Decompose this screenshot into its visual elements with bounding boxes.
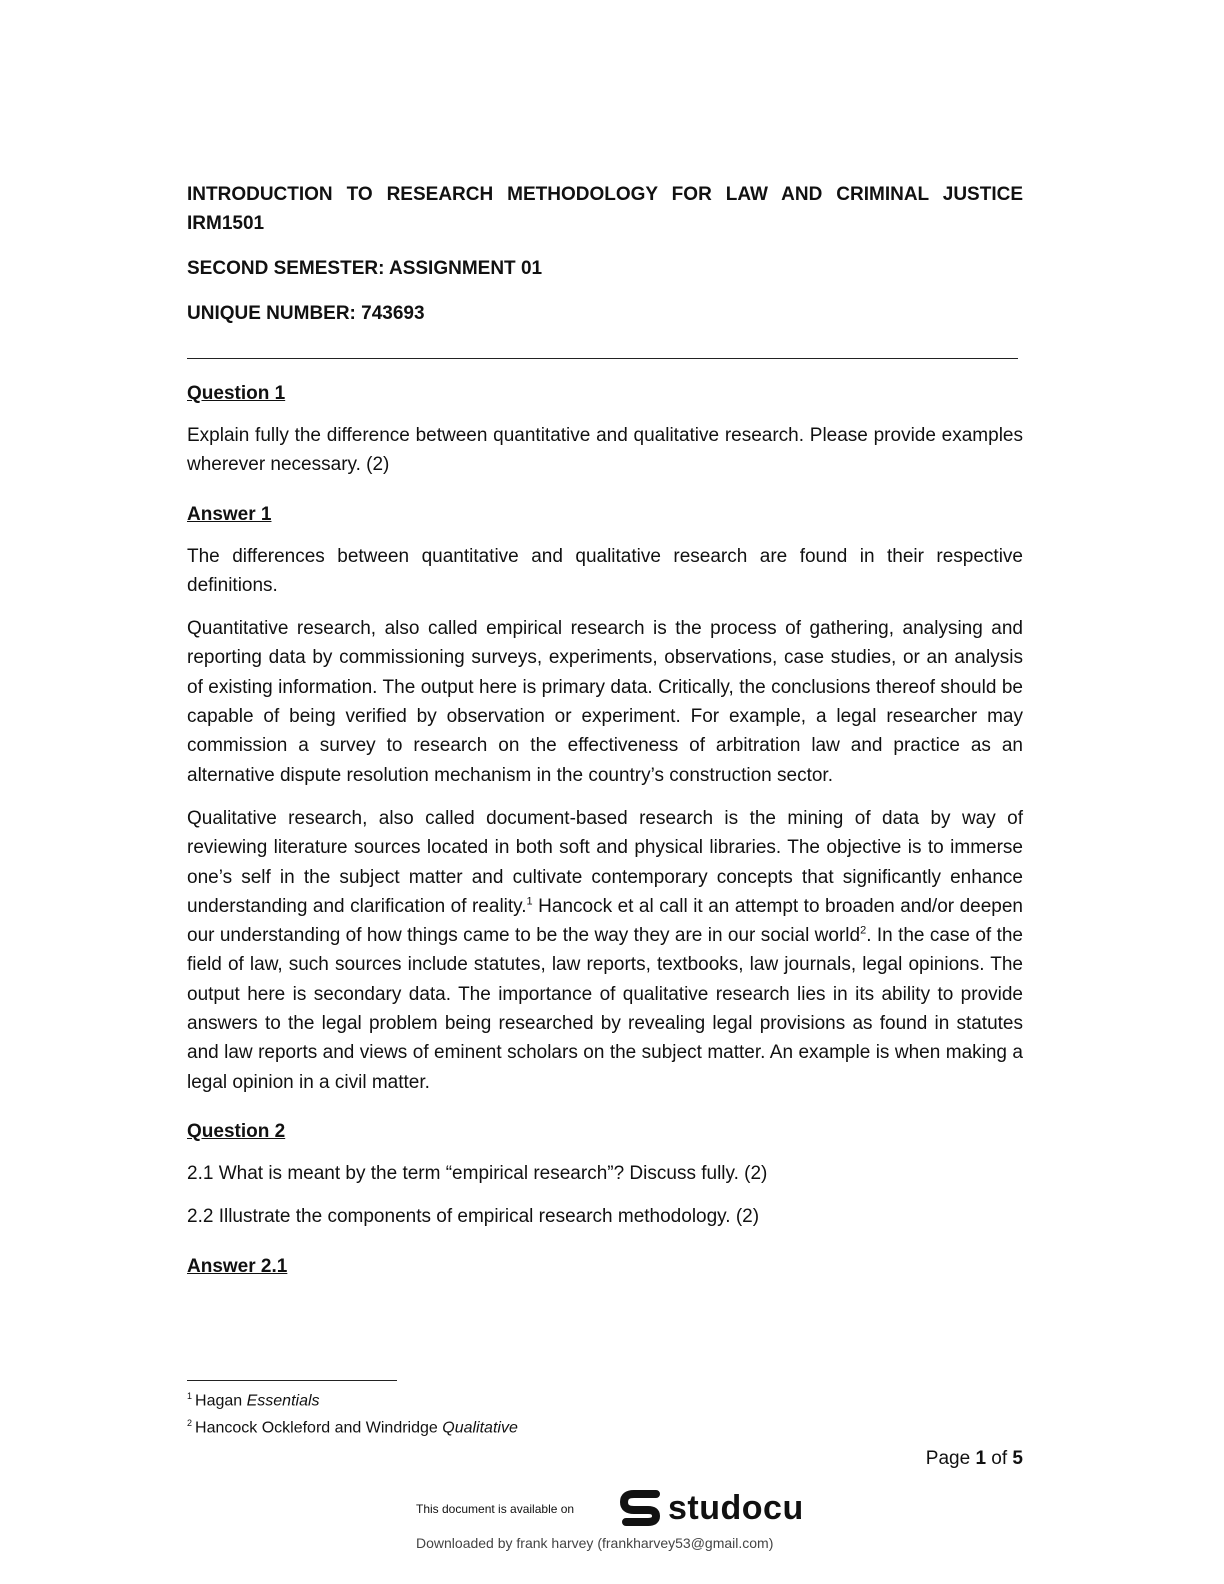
course-code: IRM1501: [187, 213, 265, 234]
paragraph-3-part-c: . In the case of the field of law, such sources include statutes, law reports, textbooks, law journals, legal opinions. The output here is secondary data. The importance of qualitative research lies in its ability to provide answers to the legal problem being researched by revealing legal provisions as found in statutes and law reports and views of eminent scholars on the subject matter. An example is when making a legal opinion in a civil matter.: [187, 925, 1023, 1093]
footnote-2: $^2$ Hancock Ockleford and Windridge Qualitative: [187, 1418, 518, 1437]
question-1-text: Explain fully the difference between quantitative and qualitative research. Please provide examples wherever necessary. (2): [187, 425, 1023, 476]
document-title: [187, 180, 1023, 238]
question-2-1-text: 2.1 What is meant by the term “empirical research”? Discuss fully. (2): [187, 1162, 768, 1184]
footnotes: [187, 1385, 518, 1440]
answer-1-paragraph-1: The differences between quantitative and qualitative research are found in their respective definitions.: [187, 545, 1023, 596]
footnote-1: $^1$ Hagan Essentials: [187, 1391, 320, 1410]
paragraph-3-part-b: Hancock et al call it an attempt to broaden and/or deepen our understanding of how things came to be the way they are in our social world: [187, 895, 1023, 947]
answer-1-heading: Answer 1: [187, 503, 272, 525]
document-body: [187, 180, 1023, 1281]
paragraph-3-part-a: Qualitative research, also called document-based research is the mining of data by way of reviewing literature sources located in both soft and physical libraries. The objective is to immerse one’s self in the subject matter and cultivate contemporary concepts that significantly enhance understanding and clarification of reality.: [187, 807, 1023, 917]
downloaded-by: Downloaded by frank harvey (frankharvey53@gmail.com): [416, 1535, 774, 1551]
studocu-logo[interactable]: [620, 1486, 804, 1530]
semester-heading: SECOND SEMESTER: ASSIGNMENT 01: [187, 258, 543, 279]
answer-2-1-heading: Answer 2.1: [187, 1255, 288, 1277]
studocu-s-icon: [620, 1486, 662, 1530]
answer-1-paragraph-3: [187, 804, 1023, 1097]
page-number: Page 1 of 5: [925, 1448, 1023, 1469]
footnote-ref-2[interactable]: 2: [860, 924, 867, 937]
horizontal-divider: [187, 358, 1018, 359]
footnote-separator: [187, 1380, 397, 1381]
question-2-heading: Question 2: [187, 1120, 286, 1142]
question-1-heading: Question 1: [187, 383, 286, 404]
answer-1-paragraph-2: Quantitative research, also called empirical research is the process of gathering, analysing and reporting data by commissioning surveys, experiments, observations, case studies, or an analysis of existing information. The output here is primary data. Critically, the conclusions thereof should be capable of being verified by observation or experiment. For example, a legal researcher may commission a survey to research on the effectiveness of arbitration law and practice as an alternative dispute resolution mechanism in the country’s construction sector.: [187, 618, 1023, 786]
unique-number: UNIQUE NUMBER: 743693: [187, 303, 425, 324]
studocu-wordmark: studocu: [668, 1488, 804, 1527]
question-2-2-text: 2.2 Illustrate the components of empirical research methodology. (2): [187, 1206, 760, 1228]
title-line-1: INTRODUCTION TO RESEARCH METHODOLOGY FOR LAW AND CRIMINAL JUSTICE: [187, 184, 1023, 205]
footnote-ref-1[interactable]: 1: [526, 895, 533, 908]
availability-text: This document is available on: [416, 1502, 575, 1516]
